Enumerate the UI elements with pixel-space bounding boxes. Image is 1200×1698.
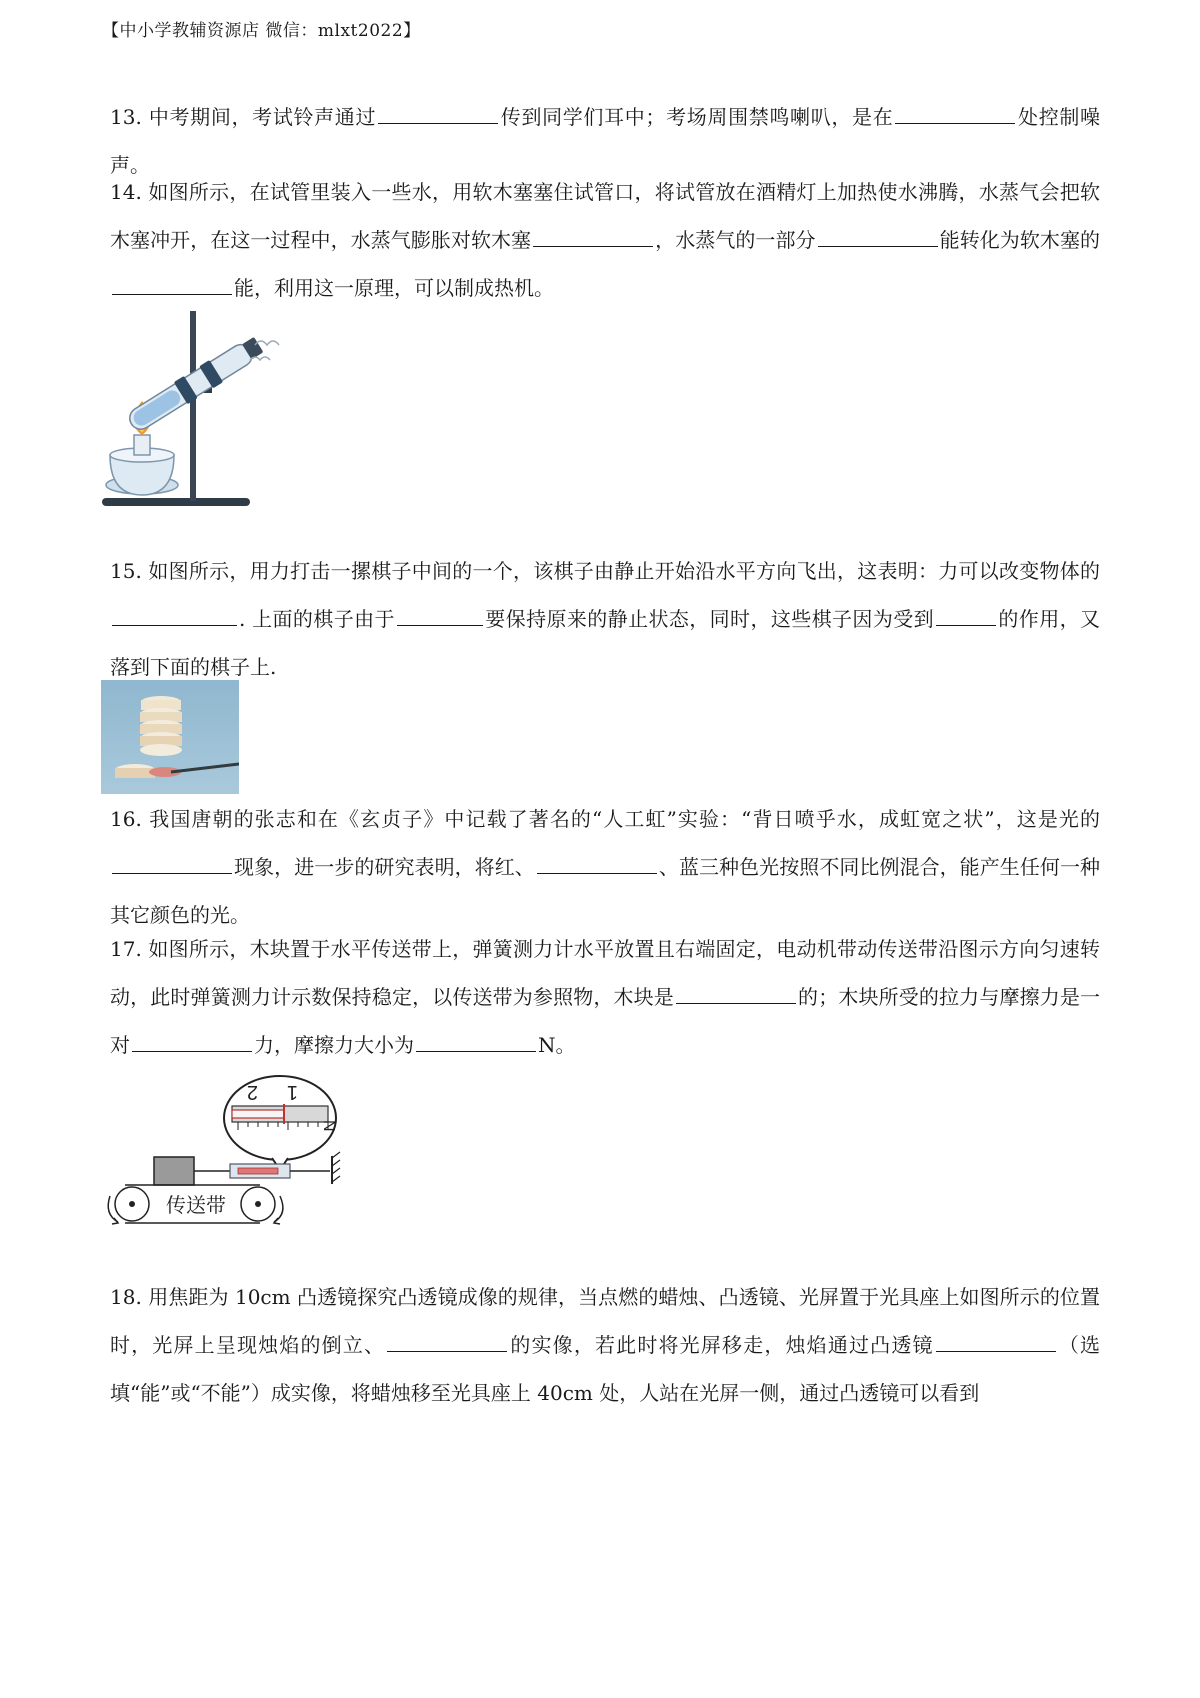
question-16 bbox=[110, 795, 1100, 939]
question-text: 处控制噪声。 bbox=[110, 105, 1101, 177]
question-18 bbox=[110, 1273, 1100, 1417]
question-text: （选填“能”或“不能”）成实像，将蜡烛移至光具座上 40cm 处，人站在光屏一侧，通过凸透镜可以看到 bbox=[110, 1333, 1101, 1405]
question-text: 我国唐朝的张志和在《玄贞子》中记载了著名的“人工虹”实验：“背日喷乎水，成虹宽之状”，这是光的 bbox=[149, 807, 1101, 831]
question-text: N。 bbox=[538, 1033, 576, 1057]
question-number: 17. bbox=[110, 937, 142, 961]
question-14 bbox=[110, 168, 1100, 312]
question-17 bbox=[110, 925, 1100, 1069]
answer-blank[interactable] bbox=[387, 1330, 507, 1352]
answer-blank[interactable] bbox=[936, 1330, 1056, 1352]
question-text: 的作用，又落到下面的棋子上. bbox=[110, 607, 1100, 679]
question-number: 13. bbox=[110, 105, 142, 129]
answer-blank[interactable] bbox=[112, 852, 232, 874]
question-text: 能转化为软木塞的 bbox=[939, 228, 1101, 252]
question-text: 能，利用这一原理，可以制成热机。 bbox=[234, 276, 554, 300]
question-text: 用焦距为 10cm 凸透镜探究凸透镜成像的规律，当点燃的蜡烛、凸透镜、光屏置于光具座上如图所示的位置时，光屏上呈现烛焰的倒立、 bbox=[110, 1285, 1100, 1357]
scale-unit-label: N bbox=[320, 1120, 337, 1132]
test-tube-heating-illustration bbox=[100, 305, 290, 515]
answer-blank[interactable] bbox=[533, 225, 653, 247]
scale-label-2: 2 bbox=[246, 1081, 258, 1103]
question-text: 的；木块所受的拉力与摩擦力是一对 bbox=[110, 985, 1101, 1057]
conveyor-belt-diagram bbox=[100, 1068, 370, 1228]
answer-blank[interactable] bbox=[397, 604, 483, 626]
answer-blank[interactable] bbox=[378, 102, 498, 124]
question-number: 15. bbox=[110, 559, 142, 583]
answer-blank[interactable] bbox=[895, 102, 1015, 124]
answer-blank[interactable] bbox=[537, 852, 657, 874]
question-text: 力，摩擦力大小为 bbox=[254, 1033, 414, 1057]
question-text: 中考期间，考试铃声通过 bbox=[148, 105, 377, 129]
chess-stack-image bbox=[101, 680, 239, 794]
question-text: 现象，进一步的研究表明，将红、 bbox=[234, 855, 535, 879]
conveyor-belt-figure bbox=[100, 1068, 370, 1228]
question-number: 16. bbox=[110, 807, 142, 831]
question-text: 如图所示，在试管里装入一些水，用软木塞塞住试管口，将试管放在酒精灯上加热使水沸腾，水蒸气会把软木塞冲开，在这一过程中，水蒸气膨胀对软木塞 bbox=[110, 180, 1100, 252]
answer-blank[interactable] bbox=[132, 1030, 252, 1052]
question-text: 要保持原来的静止状态，同时，这些棋子因为受到 bbox=[484, 607, 935, 631]
question-text: 如图所示，木块置于水平传送带上，弹簧测力计水平放置且右端固定，电动机带动传送带沿图示方向匀速转动，此时弹簧测力计示数保持稳定，以传送带为参照物，木块是 bbox=[110, 937, 1100, 1009]
test-tube-heating-figure bbox=[100, 305, 290, 515]
question-number: 18. bbox=[110, 1285, 142, 1309]
page-header: 【中小学教辅资源店 微信：mlxt2022】 bbox=[102, 21, 421, 41]
answer-blank[interactable] bbox=[416, 1030, 536, 1052]
answer-blank[interactable] bbox=[112, 273, 232, 295]
scale-label-1: 1 bbox=[286, 1081, 298, 1103]
answer-blank[interactable] bbox=[676, 982, 796, 1004]
question-text: 传到同学们耳中；考场周围禁鸣喇叭，是在 bbox=[500, 105, 894, 129]
question-text: ，水蒸气的一部分 bbox=[655, 228, 816, 252]
chess-pieces-photo bbox=[101, 680, 239, 794]
question-text: 如图所示，用力打击一摞棋子中间的一个，该棋子由静止开始沿水平方向飞出，这表明：力可以改变物体的 bbox=[148, 559, 1100, 583]
answer-blank[interactable] bbox=[818, 225, 938, 247]
belt-label: 传送带 bbox=[166, 1193, 226, 1217]
question-text: . 上面的棋子由于 bbox=[239, 607, 395, 631]
question-number: 14. bbox=[110, 180, 142, 204]
question-text: 的实像，若此时将光屏移走，烛焰通过凸透镜 bbox=[509, 1333, 934, 1357]
question-15 bbox=[110, 547, 1100, 691]
question-text: 、蓝三种色光按照不同比例混合，能产生任何一种其它颜色的光。 bbox=[110, 855, 1101, 927]
answer-blank[interactable] bbox=[112, 604, 237, 626]
answer-blank[interactable] bbox=[936, 604, 996, 626]
